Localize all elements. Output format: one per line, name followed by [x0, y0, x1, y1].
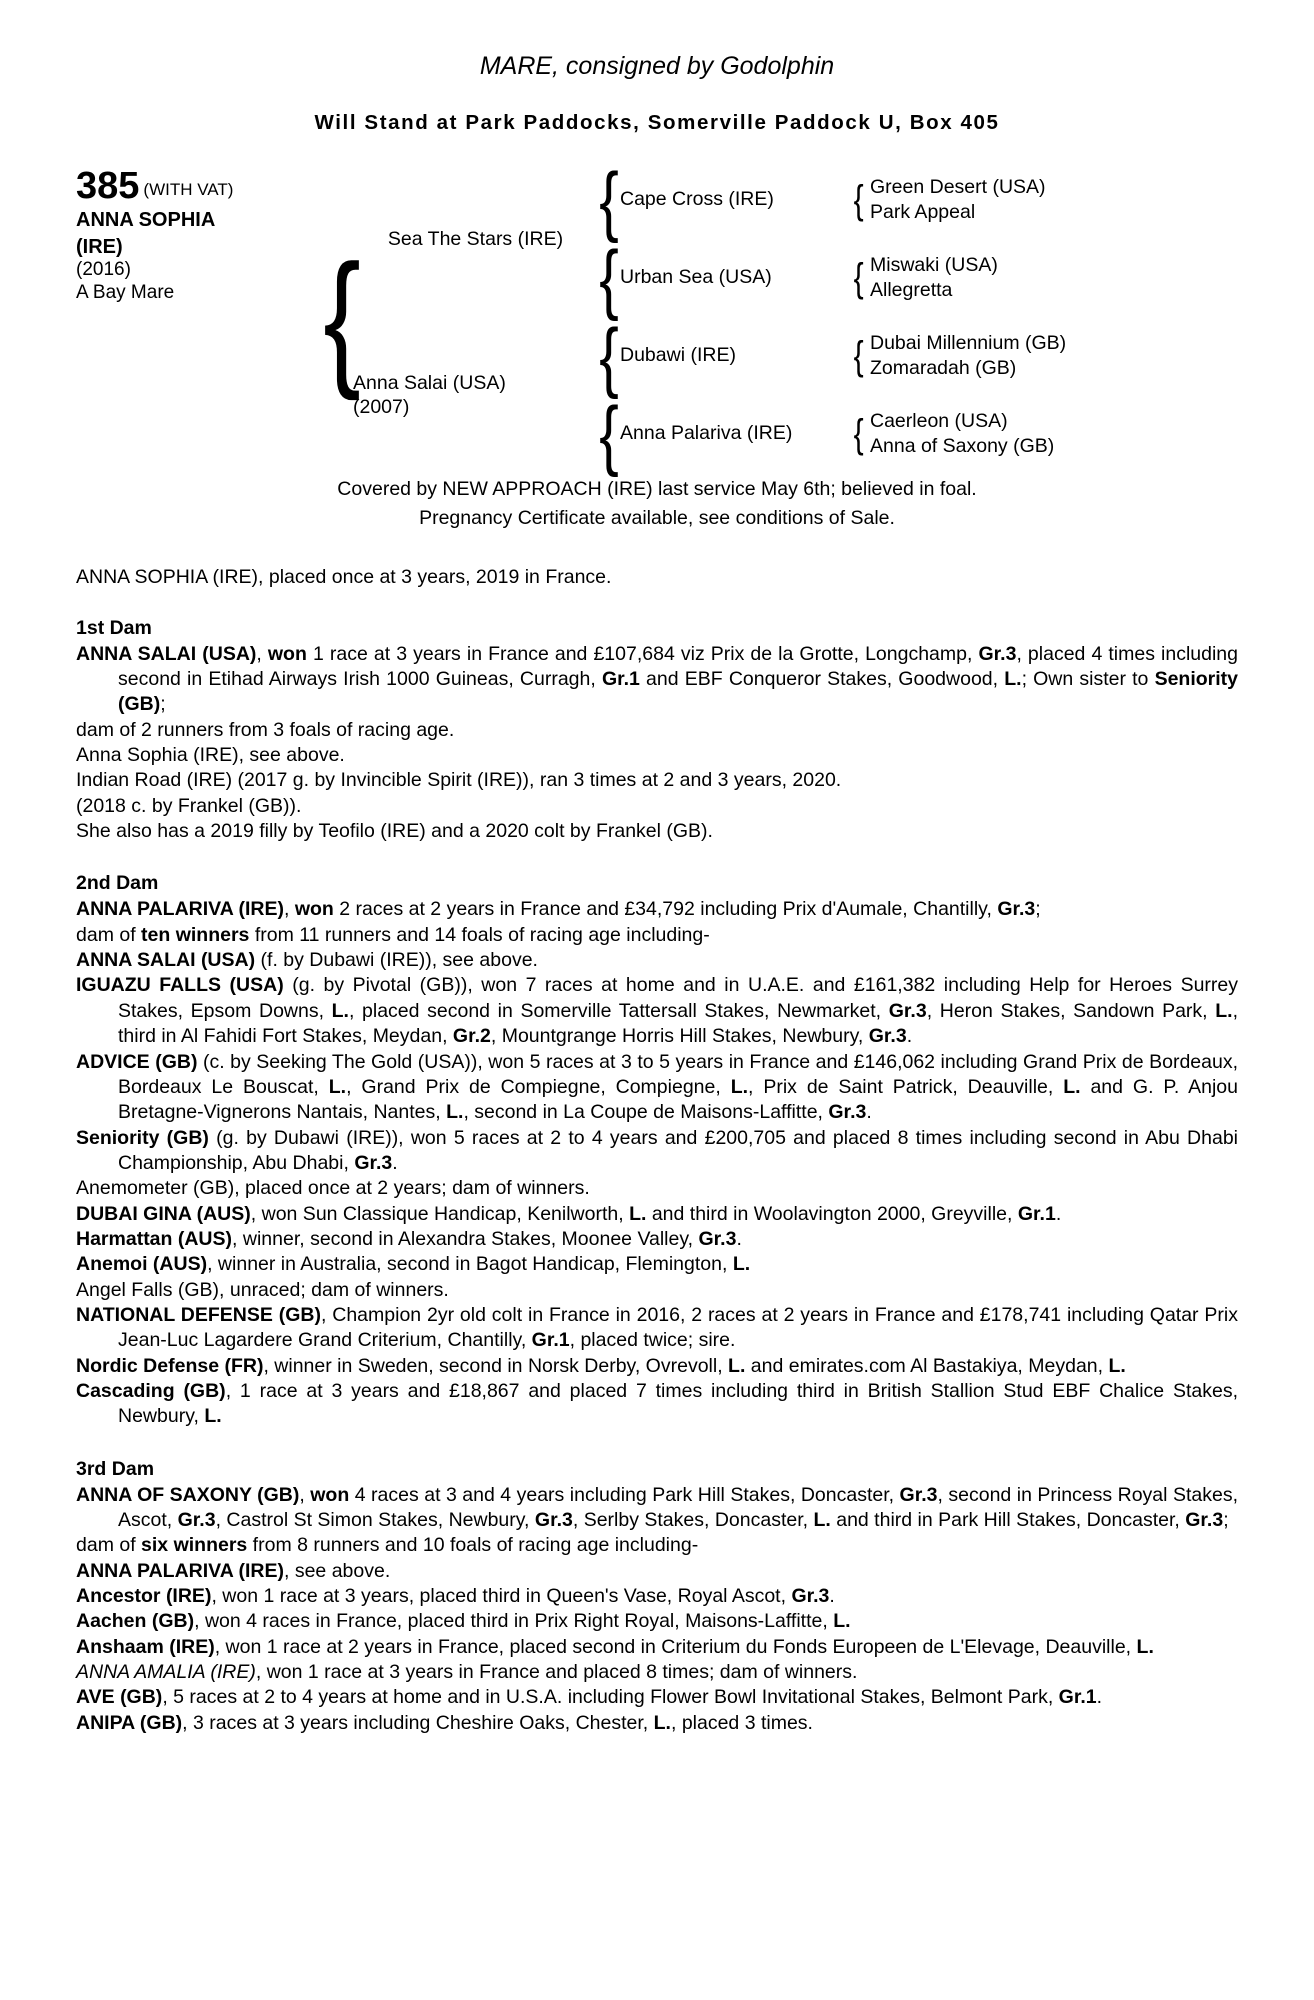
pedigree-entry: ANNA AMALIA (IRE), won 1 race at 3 years in France and placed 8 times; dam of winners.	[76, 1661, 858, 1684]
lot-number: 385	[76, 165, 140, 207]
pedigree-entry: ANNA SALAI (USA), won 1 race at 3 years in France and £107,684 viz Prix de la Grotte, Longchamp, Gr.3, placed 4 times including second in Etihad Airways Irish 1000 Guineas, Curragh, Gr.1 and EBF Conqueror Stakes, Goodwood, L.; Own sister to Seniority (GB);	[76, 642, 1238, 716]
pedigree-entry: dam of 2 runners from 3 foals of racing age.	[76, 718, 455, 741]
pedigree-brace-7: {	[853, 256, 865, 300]
pedigree-generation-1	[353, 161, 598, 473]
pedigree-entry: dam of six winners from 8 runners and 10 foals of racing age including-	[76, 1534, 699, 1557]
pedigree-entry: Ancestor (IRE), won 1 race at 3 years, placed third in Queen's Vase, Royal Ascot, Gr.3.	[76, 1585, 835, 1608]
pedigree-entry: Indian Road (IRE) (2017 g. by Invincible Spirit (IRE)), ran 3 times at 2 and 3 years, 2020.	[76, 769, 842, 792]
gggp-4: Allegretta	[870, 279, 953, 301]
pedigree-generation-3	[848, 161, 1148, 473]
horse-name: ANNA SOPHIA	[76, 209, 216, 231]
pedigree-entry: NATIONAL DEFENSE (GB), Champion 2yr old colt in France in 2016, 2 races at 2 years in France and £178,741 including Qatar Prix Jean-Luc Lagardere Grand Criterium, Chantilly, Gr.1, placed twice; sire.	[76, 1303, 1238, 1352]
pedigree-brace-2: {	[599, 156, 619, 244]
pedigree-brace-9: {	[853, 412, 865, 456]
gggp-1: Green Desert (USA)	[870, 175, 1046, 198]
dam-heading: 3rd Dam	[76, 1457, 155, 1480]
pedigree-entry: Anemometer (GB), placed once at 2 years; dam of winners.	[76, 1177, 590, 1200]
pedigree-entry: IGUAZU FALLS (USA) (g. by Pivotal (GB)), won 7 races at home and in U.A.E. and £161,382 including Help for Heroes Surrey Stakes, Epsom Downs, L., placed second in Somerville Tattersall Stakes, Newmarket, Gr.3, Heron Stakes, Sandown Park, L., third in Al Fahidi Fort Stakes, Meydan, Gr.2, Mountgrange Horris Hill Stakes, Newbury, Gr.3.	[76, 974, 1238, 1048]
stand-line: Will Stand at Park Paddocks, Somerville Paddock U, Box 405	[314, 111, 1000, 134]
pedigree-entry: ADVICE (GB) (c. by Seeking The Gold (USA)), won 5 races at 3 to 5 years in France and £146,062 including Grand Prix de Bordeaux, Bordeaux Le Bouscat, L., Grand Prix de Compiegne, Compiegne, L., Prix de Saint Patrick, Deauville, L. and G. P. Anjou Bretagne-Vignerons Nantais, Nantes, L., second in La Coupe de Maisons-Laffitte, Gr.3.	[76, 1050, 1238, 1124]
pedigree-entry: AVE (GB), 5 races at 2 to 4 years at home and in U.S.A. including Flower Bowl Invitational Stakes, Belmont Park, Gr.1.	[76, 1686, 1103, 1709]
gggp-8: Anna of Saxony (GB)	[870, 435, 1055, 457]
pedigree-entry: Harmattan (AUS), winner, second in Alexandra Stakes, Moonee Valley, Gr.3.	[76, 1227, 742, 1250]
pedigree-entry: Aachen (GB), won 4 races in France, placed third in Prix Right Royal, Maisons-Laffitte, L.	[76, 1610, 851, 1633]
pedigree-entry: Anshaam (IRE), won 1 race at 2 years in France, placed second in Criterium du Fonds Europeen de L'Elevage, Deauville, L.	[76, 1635, 1154, 1658]
pedigree-entry: (2018 c. by Frankel (GB)).	[76, 794, 302, 817]
pedigree-entry: ANNA OF SAXONY (GB), won 4 races at 3 and 4 years including Park Hill Stakes, Doncaster, Gr.3, second in Princess Royal Stakes, Ascot, Gr.3, Castrol St Simon Stakes, Newbury, Gr.3, Serlby Stakes, Doncaster, L. and third in Park Hill Stakes, Doncaster, Gr.3;	[76, 1483, 1238, 1531]
pedigree-brace-8: {	[853, 334, 865, 378]
pedigree-entry: ANNA PALARIVA (IRE), see above.	[76, 1559, 391, 1582]
gggp-3: Miswaki (USA)	[870, 253, 998, 276]
gggp-5: Dubai Millennium (GB)	[870, 331, 1067, 354]
intro-paragraph: ANNA SOPHIA (IRE), placed once at 3 years, 2019 in France.	[76, 565, 612, 588]
vat-note: (WITH VAT)	[143, 180, 234, 199]
lot-details	[76, 161, 331, 473]
gggp-7: Caerleon (USA)	[870, 409, 1008, 432]
dam-dam-name: Anna Palariva (IRE)	[620, 422, 793, 445]
pedigree-entry: DUBAI GINA (AUS), won Sun Classique Handicap, Kenilworth, L. and third in Woolavington 2000, Greyville, Gr.1.	[76, 1202, 1062, 1225]
horse-year: (2016)	[76, 259, 131, 280]
page-title: MARE, consigned by Godolphin	[479, 52, 835, 80]
pedigree-entry: Seniority (GB) (g. by Dubawi (IRE)), won 5 races at 2 to 4 years and £200,705 and placed 8 times including second in Abu Dhabi Championship, Abu Dhabi, Gr.3.	[76, 1126, 1238, 1174]
pedigree-table	[76, 156, 1238, 478]
horse-description: A Bay Mare	[76, 281, 175, 303]
pedigree-entry: Anna Sophia (IRE), see above.	[76, 744, 345, 767]
sire-sire-name: Cape Cross (IRE)	[620, 188, 774, 211]
pedigree-entry: Angel Falls (GB), unraced; dam of winners.	[76, 1278, 449, 1301]
pedigree-generation-2	[598, 156, 848, 478]
pedigree-entry: Cascading (GB), 1 race at 3 years and £18,867 and placed 7 times including third in British Stallion Stud EBF Chalice Stakes, Newbury, L.	[76, 1379, 1238, 1428]
dam-heading: 1st Dam	[76, 616, 152, 639]
gggp-6: Zomaradah (GB)	[870, 357, 1017, 379]
pedigree-brace-4: {	[599, 312, 619, 400]
pedigree-brace-3: {	[599, 234, 619, 322]
gggp-2: Park Appeal	[870, 201, 976, 223]
dam-year: (2007)	[353, 396, 410, 418]
dam-heading: 2nd Dam	[76, 872, 159, 895]
dam-name: Anna Salai (USA)	[353, 371, 506, 394]
pedigree-entry: ANNA SALAI (USA) (f. by Dubawi (IRE)), see above.	[76, 949, 538, 972]
covering-line-2: Pregnancy Certificate available, see conditions of Sale.	[419, 507, 895, 530]
pedigree-brace-5: {	[599, 390, 619, 478]
pedigree-brace-1: {	[323, 233, 361, 401]
pedigree-entry: Anemoi (AUS), winner in Australia, second in Bagot Handicap, Flemington, L.	[76, 1253, 751, 1276]
pedigree-entry: Nordic Defense (FR), winner in Sweden, second in Norsk Derby, Ovrevoll, L. and emirates.com Al Bastakiya, Meydan, L.	[76, 1354, 1126, 1377]
pedigree-entry: ANNA PALARIVA (IRE), won 2 races at 2 years in France and £34,792 including Prix d'Aumale, Chantilly, Gr.3;	[76, 898, 1041, 921]
dam-sire-name: Dubawi (IRE)	[620, 344, 736, 367]
covering-line-1: Covered by NEW APPROACH (IRE) last service May 6th; believed in foal.	[337, 478, 977, 500]
dam-sections	[76, 617, 1238, 1736]
horse-country: (IRE)	[76, 236, 123, 258]
pedigree-entry: ANIPA (GB), 3 races at 3 years including Cheshire Oaks, Chester, L., placed 3 times.	[76, 1711, 813, 1734]
pedigree-brace-6: {	[853, 178, 865, 222]
pedigree-entry: dam of ten winners from 11 runners and 14 foals of racing age including-	[76, 923, 710, 946]
sire-name: Sea The Stars (IRE)	[387, 227, 564, 250]
pedigree-entry: She also has a 2019 filly by Teofilo (IRE) and a 2020 colt by Frankel (GB).	[76, 820, 713, 843]
sire-dam-name: Urban Sea (USA)	[620, 266, 772, 289]
